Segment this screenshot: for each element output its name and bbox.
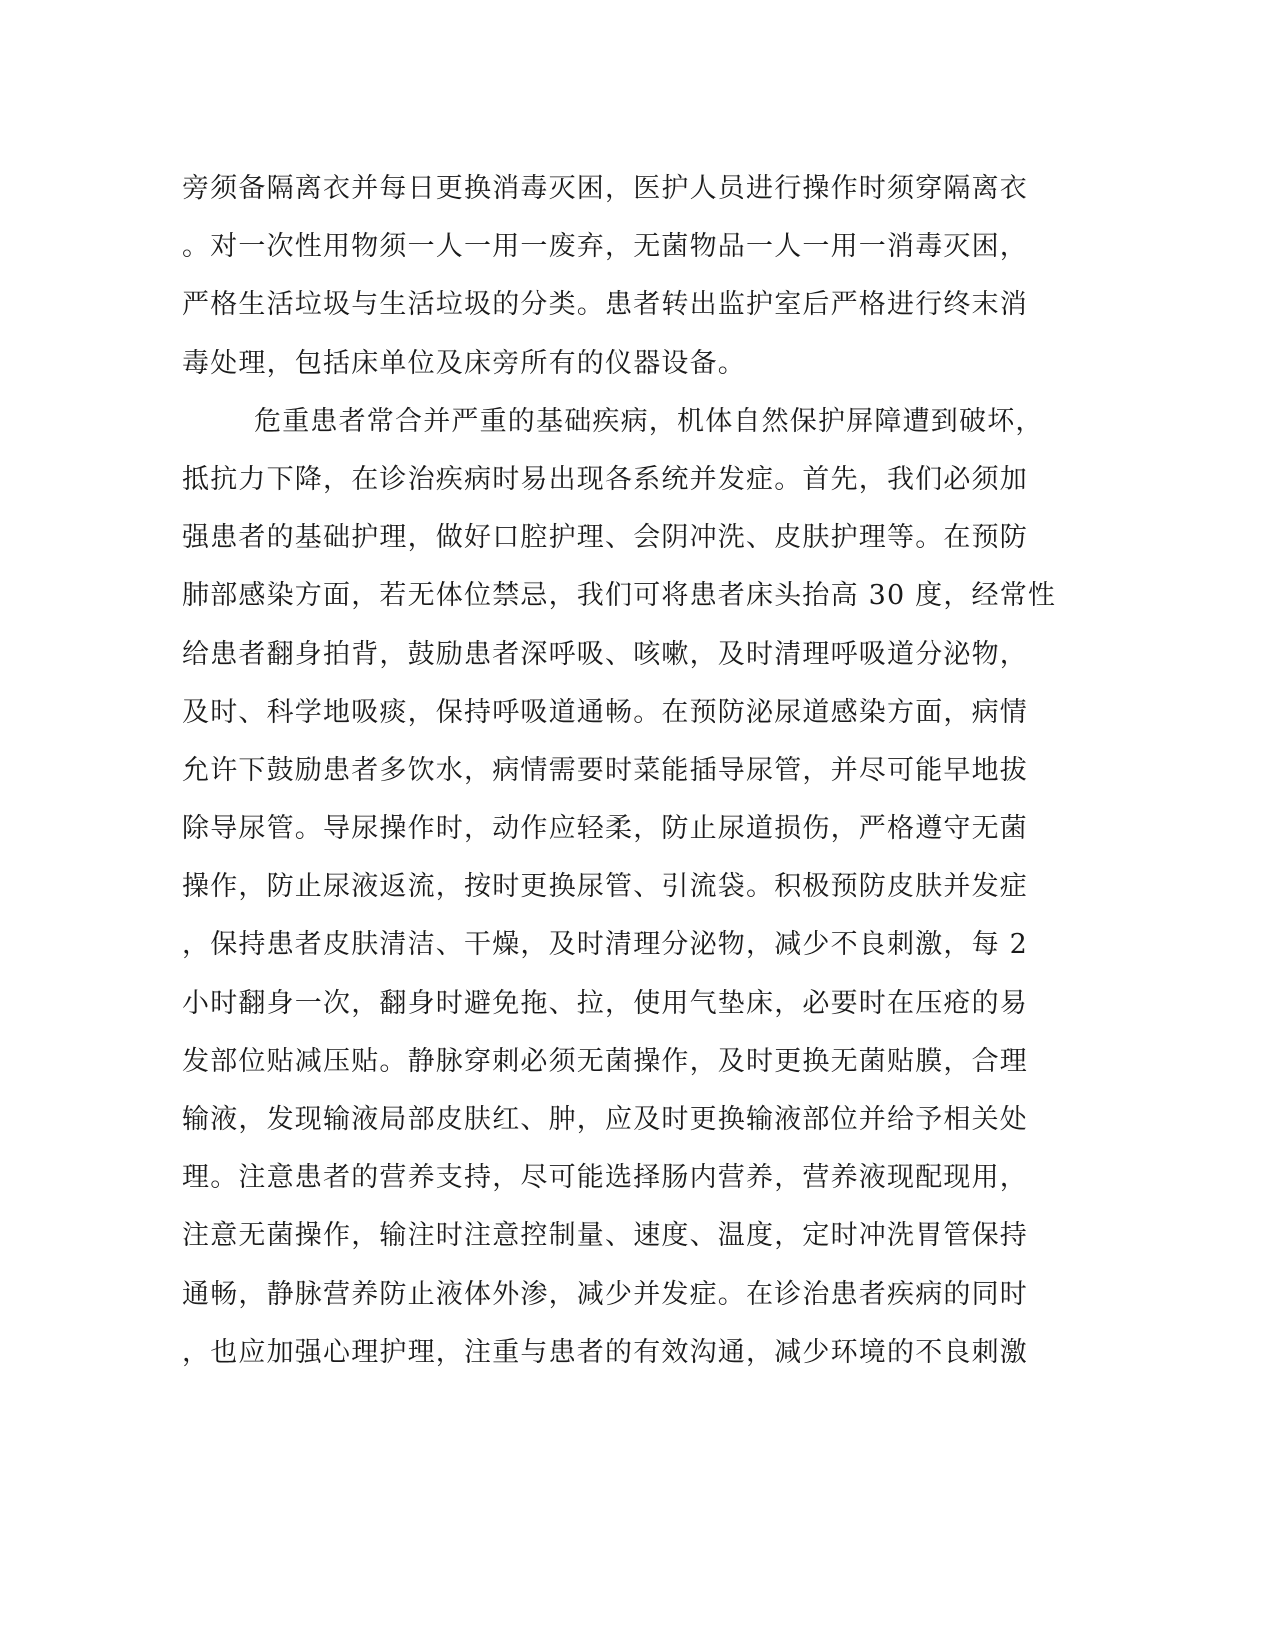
text-line: 严格生活垃圾与生活垃圾的分类。患者转出监护室后严格进行终末消	[182, 289, 1028, 321]
text-line: 允许下鼓励患者多饮水，病情需要时菜能插导尿管，并尽可能早地拔	[182, 754, 1028, 786]
text-line: 小时翻身一次，翻身时避免拖、拉，使用气垫床，必要时在压疮的易	[182, 987, 1028, 1019]
text-line: 理。注意患者的营养支持，尽可能选择肠内营养，营养液现配现用，	[182, 1162, 1028, 1194]
text-line: 输液，发现输液局部皮肤红、肿，应及时更换输液部位并给予相关处	[182, 1104, 1028, 1135]
text-line: 抵抗力下降，在诊治疾病时易出现各系统并发症。首先，我们必须加	[182, 463, 1028, 495]
text-line: 通畅，静脉营养防止液体外渗，减少并发症。在诊治患者疾病的同时	[182, 1278, 1028, 1310]
text-line: 给患者翻身拍背，鼓励患者深呼吸、咳嗽，及时清理呼吸道分泌物，	[182, 638, 1028, 670]
text-line: 毒处理，包括床单位及床旁所有的仪器设备。	[182, 347, 746, 379]
text-line: 强患者的基础护理，做好口腔护理、会阴冲洗、皮肤护理等。在预防	[182, 522, 1028, 554]
text-line: 旁须备隔离衣并每日更换消毒灭困，医护人员进行操作时须穿隔离衣	[182, 173, 1028, 204]
text-line: 肺部感染方面，若无体位禁忌，我们可将患者床头抬高 30 度，经常性	[182, 580, 1057, 612]
text-line: 。对一次性用物须一人一用一废弃，无菌物品一人一用一消毒灭困，	[182, 231, 1028, 263]
text-line: 发部位贴减压贴。静脉穿刺必须无菌操作，及时更换无菌贴膜，合理	[182, 1045, 1028, 1077]
text-line: 操作，防止尿液返流，按时更换尿管、引流袋。积极预防皮肤并发症	[182, 871, 1028, 903]
text-line: ，保持患者皮肤清洁、干燥，及时清理分泌物，减少不良刺激，每 2	[182, 929, 1028, 961]
body-text	[182, 160, 1057, 1382]
text-line: 注意无菌操作，输注时注意控制量、速度、温度，定时冲洗胃管保持	[182, 1220, 1028, 1252]
paragraph-start-line: 危重患者常合并严重的基础疾病，机体自然保护屏障遭到破坏，	[254, 405, 1044, 437]
text-line: 除导尿管。导尿操作时，动作应轻柔，防止尿道损伤，严格遵守无菌	[182, 813, 1028, 845]
text-line: 及时、科学地吸痰，保持呼吸道通畅。在预防泌尿道感染方面，病情	[182, 696, 1028, 728]
text-line: ，也应加强心理护理，注重与患者的有效沟通，减少环境的不良刺激	[182, 1336, 1028, 1368]
